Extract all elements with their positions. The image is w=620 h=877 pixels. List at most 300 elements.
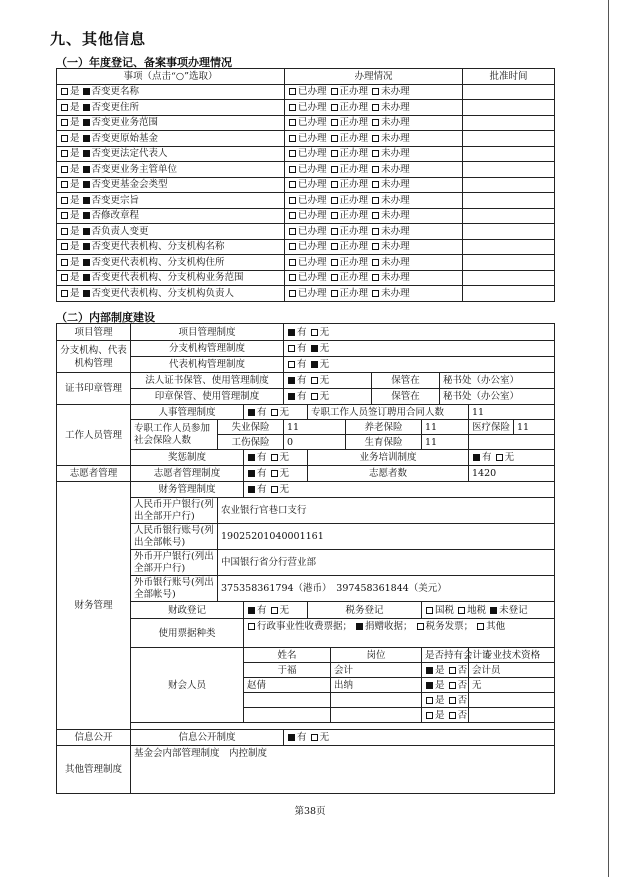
project-system-choice [284, 324, 555, 341]
item-label: 否变更代表机构、分支机构名称 [91, 241, 225, 253]
no-label: 无 [319, 732, 330, 743]
no-checkbox[interactable] [311, 393, 318, 400]
done-label: 已办理 [298, 148, 327, 160]
in-progress-checkbox[interactable] [331, 88, 338, 95]
staff-post: 会计 [331, 663, 422, 678]
registration-item [57, 84, 285, 100]
info-disclosure-system-label: 信息公开制度 [131, 730, 284, 746]
finance-label: 财务管理 [57, 482, 131, 730]
done-label: 已办理 [298, 272, 327, 284]
cert-keeper: 秘书处（办公室） [440, 373, 555, 389]
registration-item [57, 146, 285, 162]
approval-time [463, 286, 555, 302]
yes-label: 是 [70, 163, 80, 175]
yes-checkbox[interactable] [288, 393, 295, 400]
done-label: 已办理 [298, 179, 327, 191]
no-checkbox[interactable] [449, 697, 456, 704]
rep-system-label: 代表机构管理制度 [131, 357, 284, 373]
yes-label: 是 [70, 225, 80, 237]
in-progress-checkbox[interactable] [331, 259, 338, 266]
no-label: 无 [319, 391, 330, 402]
staff-qualification: 无 [469, 678, 555, 693]
cert-system-label: 法人证书保管、使用管理制度 [131, 373, 284, 389]
no-checkbox[interactable] [311, 734, 318, 741]
in-progress-label: 正办理 [339, 225, 369, 237]
cert-system-choice [284, 373, 372, 389]
yes-label: 是 [70, 132, 80, 144]
volunteer-system-label: 志愿者管理制度 [131, 466, 244, 482]
not-done-checkbox[interactable] [372, 259, 379, 266]
ins-unemployment-value: 11 [284, 420, 346, 435]
in-progress-checkbox[interactable] [331, 228, 338, 235]
receipt-type-choice [244, 619, 555, 648]
in-progress-label: 正办理 [339, 179, 369, 191]
yes-checkbox[interactable] [288, 345, 295, 352]
yes-label: 有 [482, 452, 492, 463]
page-number: 第38页 [294, 806, 326, 817]
done-label: 已办理 [298, 101, 327, 113]
not-done-checkbox[interactable] [372, 181, 379, 188]
not-done-checkbox[interactable] [372, 166, 379, 173]
done-label: 已办理 [298, 132, 327, 144]
done-checkbox[interactable] [289, 104, 296, 111]
not-done-checkbox[interactable] [372, 104, 379, 111]
item-label: 否变更业务范围 [91, 117, 159, 129]
no-checkbox[interactable] [83, 104, 90, 111]
registration-status [285, 115, 463, 131]
no-checkbox[interactable] [271, 486, 278, 493]
no-checkbox[interactable] [83, 243, 90, 250]
header-status: 办理情况 [285, 69, 463, 85]
donation-receipt-checkbox[interactable] [356, 623, 363, 630]
registration-item [57, 208, 285, 224]
contract-count-value: 11 [469, 405, 555, 420]
tax-invoice-label: 税务发票； [425, 621, 474, 632]
yes-label: 是 [70, 101, 80, 113]
no-checkbox[interactable] [496, 454, 503, 461]
rmb-bank-label: 人民币开户银行(列出全部开户行) [131, 498, 218, 524]
staff-cert-choice [422, 708, 469, 723]
registration-status [285, 286, 463, 302]
approval-time [463, 146, 555, 162]
yes-checkbox[interactable] [61, 212, 68, 219]
yes-checkbox[interactable] [61, 135, 68, 142]
registration-item [57, 115, 285, 131]
done-label: 已办理 [298, 225, 327, 237]
fx-account-value: 375358361794（港币） 397458361844（美元） [218, 576, 555, 602]
in-progress-checkbox[interactable] [331, 135, 338, 142]
yes-label: 是 [435, 709, 445, 721]
registration-row [57, 208, 555, 224]
admin-fee-receipt-checkbox[interactable] [248, 623, 255, 630]
yes-checkbox[interactable] [61, 243, 68, 250]
fin-reg-label: 财政登记 [131, 602, 244, 619]
registration-row [57, 239, 555, 255]
yes-label: 是 [70, 287, 80, 299]
tax-invoice-checkbox[interactable] [417, 623, 424, 630]
in-progress-label: 正办理 [339, 163, 369, 175]
item-label: 否变更代表机构、分支机构负责人 [91, 287, 235, 299]
ins-injury-value: 0 [284, 435, 346, 450]
done-label: 已办理 [298, 194, 327, 206]
no-checkbox[interactable] [311, 329, 318, 336]
no-checkbox[interactable] [311, 377, 318, 384]
yes-label: 是 [70, 272, 80, 284]
yes-checkbox[interactable] [288, 734, 295, 741]
done-checkbox[interactable] [289, 197, 296, 204]
no-checkbox[interactable] [449, 682, 456, 689]
no-checkbox[interactable] [449, 667, 456, 674]
no-checkbox[interactable] [271, 454, 278, 461]
in-progress-checkbox[interactable] [331, 166, 338, 173]
in-progress-checkbox[interactable] [331, 197, 338, 204]
yes-checkbox[interactable] [426, 667, 433, 674]
yes-checkbox[interactable] [61, 290, 68, 297]
no-label: 无 [279, 406, 290, 418]
rmb-account-value: 19025201040001161 [218, 524, 555, 550]
no-checkbox[interactable] [83, 88, 90, 95]
staff-header-post: 岗位 [331, 648, 422, 663]
no-checkbox[interactable] [83, 166, 90, 173]
tax-reg-label: 税务登记 [308, 602, 422, 619]
fin-reg-choice [244, 602, 308, 619]
done-checkbox[interactable] [289, 181, 296, 188]
seal-keeper: 秘书处（办公室） [440, 389, 555, 405]
approval-time [463, 100, 555, 116]
not-done-label: 未办理 [381, 272, 410, 284]
done-checkbox[interactable] [289, 290, 296, 297]
yes-label: 有 [297, 375, 307, 386]
finance-system-choice [244, 482, 555, 498]
no-checkbox[interactable] [83, 290, 90, 297]
admin-fee-receipt-label: 行政事业性收费票据； [257, 621, 353, 632]
registration-row [57, 131, 555, 147]
rmb-account-label: 人民币银行账号(列出全部帐号) [131, 524, 218, 550]
done-label: 已办理 [298, 287, 327, 299]
registration-status [285, 100, 463, 116]
yes-label: 有 [297, 359, 307, 370]
rep-system-choice [284, 357, 555, 373]
in-progress-label: 正办理 [339, 256, 369, 268]
not-done-label: 未办理 [381, 148, 410, 160]
approval-time [463, 162, 555, 178]
not-done-label: 未办理 [381, 132, 410, 144]
not-done-checkbox[interactable] [372, 228, 379, 235]
not-done-checkbox[interactable] [372, 290, 379, 297]
header-approval-time: 批准时间 [463, 69, 555, 85]
in-progress-checkbox[interactable] [331, 243, 338, 250]
yes-label: 有 [297, 732, 307, 743]
no-checkbox[interactable] [83, 197, 90, 204]
registration-row [57, 270, 555, 286]
yes-checkbox[interactable] [248, 454, 255, 461]
not-done-checkbox[interactable] [372, 150, 379, 157]
no-label: 无 [279, 468, 290, 479]
yes-checkbox[interactable] [61, 150, 68, 157]
no-checkbox[interactable] [83, 259, 90, 266]
no-label: 否 [457, 709, 468, 721]
registration-status [285, 224, 463, 240]
not-done-checkbox[interactable] [372, 274, 379, 281]
not-done-checkbox[interactable] [372, 119, 379, 126]
local-tax-checkbox[interactable] [458, 607, 465, 614]
no-label: 否 [457, 694, 468, 706]
no-checkbox[interactable] [311, 361, 318, 368]
training-system-choice [469, 450, 555, 466]
approval-time [463, 224, 555, 240]
seal-label: 证书印章管理 [57, 373, 131, 405]
item-label: 否变更代表机构、分支机构住所 [91, 256, 225, 268]
receipt-type-label: 使用票据种类 [131, 619, 244, 648]
no-checkbox[interactable] [83, 181, 90, 188]
no-label: 无 [279, 484, 290, 495]
in-progress-checkbox[interactable] [331, 212, 338, 219]
done-checkbox[interactable] [289, 88, 296, 95]
item-label: 否负责人变更 [91, 225, 149, 237]
done-label: 已办理 [298, 163, 327, 175]
in-progress-label: 正办理 [339, 287, 369, 299]
yes-checkbox[interactable] [61, 181, 68, 188]
no-checkbox[interactable] [83, 212, 90, 219]
yes-label: 有 [257, 484, 267, 495]
other-receipt-label: 其他 [486, 621, 506, 632]
no-label: 无 [319, 375, 330, 386]
no-checkbox[interactable] [271, 607, 278, 614]
registration-status [285, 177, 463, 193]
item-label: 否变更业务主管单位 [91, 163, 178, 175]
staff-post: 出纳 [331, 678, 422, 693]
no-checkbox[interactable] [83, 135, 90, 142]
not-done-label: 未办理 [381, 210, 410, 222]
staff-header-cert: 是否持有会计证 [422, 648, 469, 663]
donation-receipt-label: 捐赠收据； [365, 621, 413, 632]
in-progress-checkbox[interactable] [331, 119, 338, 126]
local-tax-label: 地税 [467, 604, 487, 616]
staff-header-qualification: 专业技术资格 [469, 648, 555, 663]
project-label: 项目管理 [57, 324, 131, 341]
done-checkbox[interactable] [289, 166, 296, 173]
info-disclosure-label: 信息公开 [57, 730, 131, 746]
registration-row [57, 100, 555, 116]
yes-checkbox[interactable] [61, 104, 68, 111]
staff-qualification: 会计员 [469, 663, 555, 678]
yes-checkbox[interactable] [248, 486, 255, 493]
yes-checkbox[interactable] [61, 228, 68, 235]
ins-maternity-value: 11 [422, 435, 469, 450]
registration-item [57, 224, 285, 240]
yes-label: 是 [70, 117, 80, 129]
fx-bank-value: 中国银行省分行营业部 [218, 550, 555, 576]
header-item: 事项（点击“○”选取） [57, 69, 285, 85]
done-label: 已办理 [298, 117, 327, 129]
not-done-checkbox[interactable] [372, 88, 379, 95]
seal-system-label: 印章保管、使用管理制度 [131, 389, 284, 405]
yes-checkbox[interactable] [61, 259, 68, 266]
in-progress-label: 正办理 [339, 148, 369, 160]
yes-label: 有 [257, 406, 267, 418]
yes-checkbox[interactable] [288, 329, 295, 336]
staff-name: 赵倩 [244, 678, 331, 693]
yes-label: 是 [435, 664, 445, 676]
item-label: 否变更名称 [91, 86, 140, 98]
item-label: 否变更基金会类型 [91, 179, 168, 191]
no-checkbox[interactable] [83, 119, 90, 126]
approval-time [463, 115, 555, 131]
approval-time [463, 193, 555, 209]
no-checkbox[interactable] [83, 228, 90, 235]
ins-injury-label: 工伤保险 [218, 435, 284, 450]
yes-label: 是 [70, 86, 80, 98]
hr-system-choice [244, 405, 308, 420]
not-done-checkbox[interactable] [372, 135, 379, 142]
rmb-bank-value: 农业银行官巷口支行 [218, 498, 555, 524]
registration-item [57, 193, 285, 209]
no-label: 否 [457, 664, 468, 676]
no-checkbox[interactable] [271, 470, 278, 477]
national-tax-checkbox[interactable] [426, 607, 433, 614]
yes-checkbox[interactable] [426, 697, 433, 704]
done-checkbox[interactable] [289, 259, 296, 266]
yes-checkbox[interactable] [61, 119, 68, 126]
registration-status [285, 239, 463, 255]
in-progress-label: 正办理 [339, 194, 369, 206]
done-checkbox[interactable] [289, 135, 296, 142]
yes-checkbox[interactable] [288, 361, 295, 368]
done-label: 已办理 [298, 241, 327, 253]
contract-count-label: 专职工作人员签订聘用合同人数 [308, 405, 469, 420]
yes-checkbox[interactable] [426, 682, 433, 689]
in-progress-checkbox[interactable] [331, 274, 338, 281]
registration-status [285, 131, 463, 147]
yes-label: 是 [70, 210, 80, 222]
yes-checkbox[interactable] [473, 454, 480, 461]
yes-checkbox[interactable] [248, 409, 255, 416]
tax-reg-choice [422, 602, 555, 619]
yes-checkbox[interactable] [61, 166, 68, 173]
internal-system-table [56, 323, 555, 794]
done-checkbox[interactable] [289, 274, 296, 281]
registration-status [285, 162, 463, 178]
no-checkbox[interactable] [271, 409, 278, 416]
not-done-label: 未办理 [381, 256, 410, 268]
no-label: 无 [279, 452, 290, 463]
ins-medical-value: 11 [514, 420, 555, 435]
in-progress-checkbox[interactable] [331, 181, 338, 188]
yes-label: 有 [257, 452, 267, 463]
yes-checkbox[interactable] [61, 88, 68, 95]
not-done-label: 未办理 [381, 101, 410, 113]
in-progress-label: 正办理 [339, 117, 369, 129]
registration-row [57, 115, 555, 131]
training-system-label: 业务培训制度 [308, 450, 469, 466]
done-checkbox[interactable] [289, 228, 296, 235]
not-done-checkbox[interactable] [372, 243, 379, 250]
not-done-label: 未办理 [381, 241, 410, 253]
registration-item [57, 239, 285, 255]
yes-label: 是 [70, 241, 80, 253]
no-checkbox[interactable] [449, 712, 456, 719]
yes-checkbox[interactable] [248, 607, 255, 614]
yes-checkbox[interactable] [248, 470, 255, 477]
staff-cert-choice [422, 693, 469, 708]
approval-time [463, 255, 555, 271]
done-checkbox[interactable] [289, 212, 296, 219]
yes-label: 是 [435, 694, 445, 706]
item-label: 否变更住所 [91, 101, 140, 113]
registration-row [57, 84, 555, 100]
no-label: 无 [279, 604, 290, 616]
yes-label: 是 [70, 148, 80, 160]
done-checkbox[interactable] [289, 150, 296, 157]
approval-time [463, 239, 555, 255]
yes-label: 有 [297, 343, 307, 354]
volunteer-system-choice [244, 466, 308, 482]
yes-checkbox[interactable] [61, 197, 68, 204]
registration-status [285, 146, 463, 162]
section-title: 九、其他信息 [50, 30, 147, 48]
info-disclosure-choice [284, 730, 555, 746]
approval-time [463, 177, 555, 193]
item-label: 否变更法定代表人 [91, 148, 168, 160]
volunteer-label: 志愿者管理 [57, 466, 131, 482]
scan-edge-line [608, 0, 609, 877]
not-done-label: 未办理 [381, 117, 410, 129]
no-checkbox[interactable] [311, 345, 318, 352]
no-checkbox[interactable] [83, 274, 90, 281]
national-tax-label: 国税 [435, 604, 455, 616]
insurance-label: 专职工作人员参加社会保险人数 [131, 420, 218, 450]
accounting-staff-label: 财会人员 [131, 648, 244, 723]
keeper-label: 保管在 [372, 373, 440, 389]
in-progress-checkbox[interactable] [331, 104, 338, 111]
no-label: 无 [319, 326, 330, 338]
yes-checkbox[interactable] [288, 377, 295, 384]
in-progress-label: 正办理 [339, 132, 369, 144]
seal-system-choice [284, 389, 372, 405]
done-checkbox[interactable] [289, 243, 296, 250]
not-done-label: 未办理 [381, 163, 410, 175]
item-label: 否变更代表机构、分支机构业务范围 [91, 272, 244, 284]
registration-item [57, 270, 285, 286]
other-receipt-checkbox[interactable] [477, 623, 484, 630]
item-label: 否修改章程 [91, 210, 140, 222]
registration-status [285, 208, 463, 224]
done-label: 已办理 [298, 86, 327, 98]
not-done-checkbox[interactable] [372, 212, 379, 219]
staff-header-name: 姓名 [244, 648, 331, 663]
unregistered-label: 未登记 [499, 604, 528, 616]
yes-checkbox[interactable] [426, 712, 433, 719]
volunteer-count-value: 1420 [469, 466, 555, 482]
keeper-label: 保管在 [372, 389, 440, 405]
in-progress-checkbox[interactable] [331, 290, 338, 297]
no-label: 无 [504, 452, 515, 463]
registration-status [285, 193, 463, 209]
no-label: 否 [457, 679, 468, 691]
registration-item [57, 255, 285, 271]
in-progress-label: 正办理 [339, 101, 369, 113]
yes-checkbox[interactable] [61, 274, 68, 281]
not-done-label: 未办理 [381, 194, 410, 206]
yes-label: 有 [297, 326, 307, 338]
not-done-label: 未办理 [381, 179, 410, 191]
done-checkbox[interactable] [289, 119, 296, 126]
not-done-label: 未办理 [381, 225, 410, 237]
unregistered-checkbox[interactable] [490, 607, 497, 614]
in-progress-checkbox[interactable] [331, 150, 338, 157]
not-done-checkbox[interactable] [372, 197, 379, 204]
no-checkbox[interactable] [83, 150, 90, 157]
